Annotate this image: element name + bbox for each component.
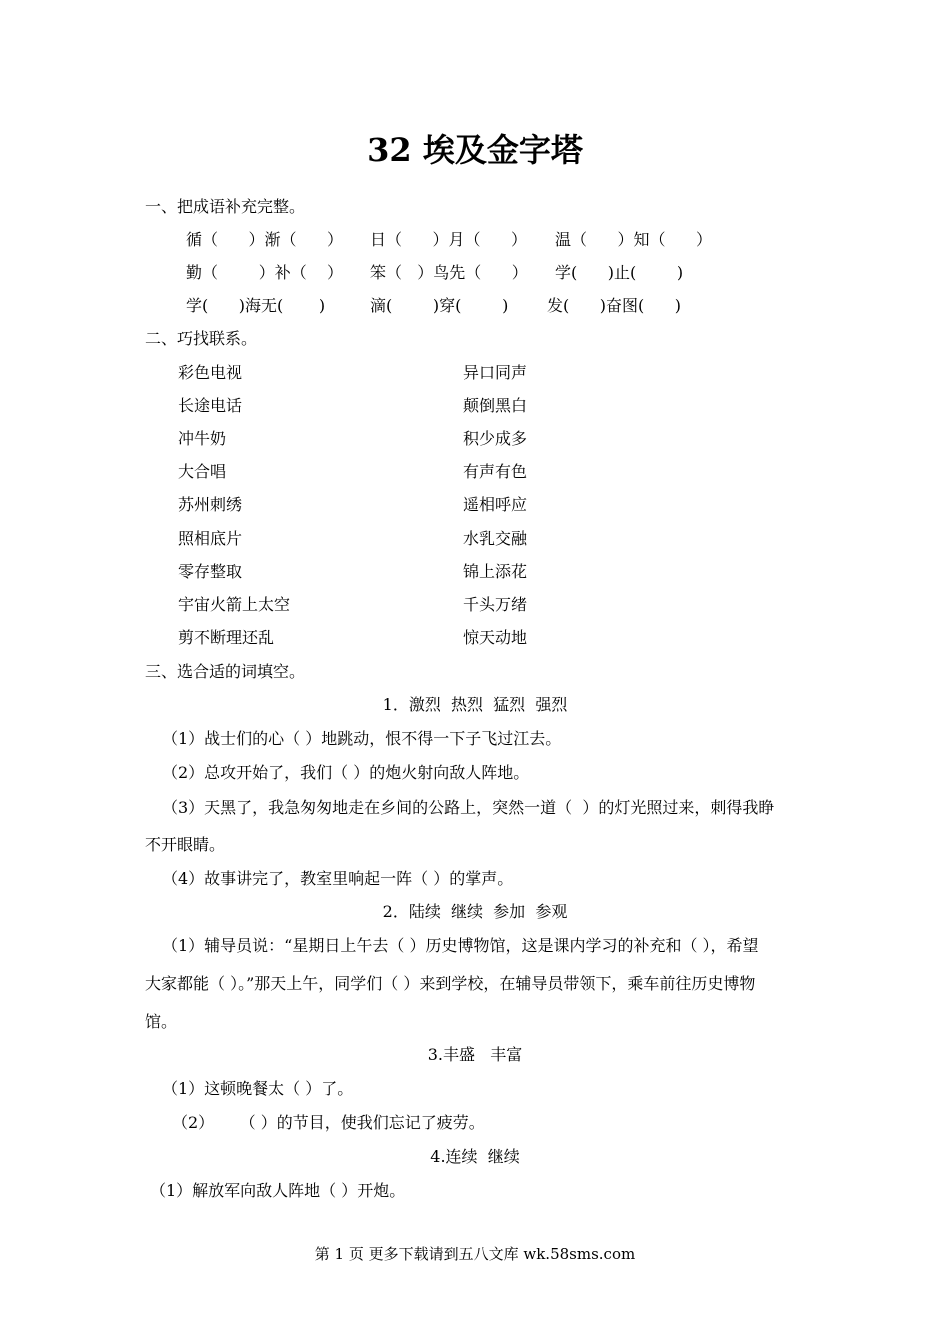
match-right-item: 水乳交融 bbox=[463, 529, 528, 548]
section3-heading: 三、选合适的词填空。 bbox=[145, 662, 306, 681]
group3-word-bank: 3.丰盛 丰富 bbox=[427, 1045, 523, 1064]
group2-word-bank: 2．陆续 继续 参加 参观 bbox=[382, 902, 568, 921]
question-text: （1）这顿晚餐太（ ）了。 bbox=[162, 1079, 354, 1098]
idiom-item: 学( )止( ) bbox=[555, 263, 684, 282]
idiom-item: 发( )奋图( ) bbox=[547, 296, 682, 315]
group1-word-bank: 1．激烈 热烈 猛烈 强烈 bbox=[382, 695, 568, 714]
question-text: （2）总攻开始了，我们（ ）的炮火射向敌人阵地。 bbox=[162, 763, 530, 782]
page-footer: 第 1 页 更多下载请到五八文库 wk.58sms.com bbox=[314, 1245, 636, 1263]
match-right-item: 千头万绪 bbox=[463, 595, 528, 614]
idiom-item: 滴( )穿( ) bbox=[370, 296, 509, 315]
question-text: 不开眼睛。 bbox=[145, 835, 226, 854]
match-left-item: 大合唱 bbox=[178, 462, 227, 481]
idiom-item: 日（ ）月（ ） bbox=[370, 230, 528, 249]
question-text: （1）战士们的心（ ）地跳动，恨不得一下子飞过江去。 bbox=[162, 729, 562, 748]
question-text: （3）天黑了，我急匆匆地走在乡间的公路上，突然一道（ ）的灯光照过来，刺得我睁 bbox=[162, 798, 775, 817]
match-right-item: 有声有色 bbox=[463, 462, 528, 481]
match-left-item: 苏州刺绣 bbox=[178, 495, 243, 514]
match-left-item: 长途电话 bbox=[178, 396, 243, 415]
match-right-item: 异口同声 bbox=[463, 363, 528, 382]
match-left-item: 彩色电视 bbox=[178, 363, 243, 382]
group4-word-bank: 4.连续 继续 bbox=[430, 1147, 520, 1166]
match-right-item: 颠倒黑白 bbox=[463, 396, 528, 415]
match-left-item: 冲牛奶 bbox=[178, 429, 227, 448]
match-right-item: 惊天动地 bbox=[463, 628, 528, 647]
page-title: 32 埃及金字塔 bbox=[367, 131, 583, 169]
idiom-item: 温（ ）知（ ） bbox=[555, 230, 713, 249]
question-text: 馆。 bbox=[145, 1012, 178, 1031]
match-left-item: 照相底片 bbox=[178, 529, 243, 548]
match-right-item: 遥相呼应 bbox=[463, 495, 528, 514]
question-text: （2） （ ）的节目，使我们忘记了疲劳。 bbox=[172, 1113, 485, 1132]
question-text: （1）解放军向敌人阵地（ ）开炮。 bbox=[150, 1181, 406, 1200]
question-text: （4）故事讲完了，教室里响起一阵（ ）的掌声。 bbox=[162, 869, 514, 888]
match-right-item: 锦上添花 bbox=[463, 562, 528, 581]
idiom-item: 笨（ ）鸟先（ ） bbox=[370, 263, 528, 282]
section1-heading: 一、把成语补充完整。 bbox=[145, 197, 306, 216]
idiom-item: 学( )海无( ) bbox=[186, 296, 326, 315]
question-text: （1）辅导员说：“星期日上午去（ ）历史博物馆，这是课内学习的补充和（ ），希望 bbox=[162, 936, 759, 955]
section2-heading: 二、巧找联系。 bbox=[145, 329, 258, 348]
idiom-item: 循（ ）渐（ ） bbox=[186, 230, 344, 249]
match-left-item: 宇宙火箭上太空 bbox=[178, 595, 291, 614]
match-left-item: 剪不断理还乱 bbox=[178, 628, 275, 647]
idiom-item: 勤（ ）补（ ） bbox=[186, 263, 344, 282]
match-right-item: 积少成多 bbox=[463, 429, 528, 448]
match-left-item: 零存整取 bbox=[178, 562, 243, 581]
question-text: 大家都能（ ）。”那天上午，同学们（ ）来到学校，在辅导员带领下，乘车前往历史博物 bbox=[145, 974, 756, 993]
